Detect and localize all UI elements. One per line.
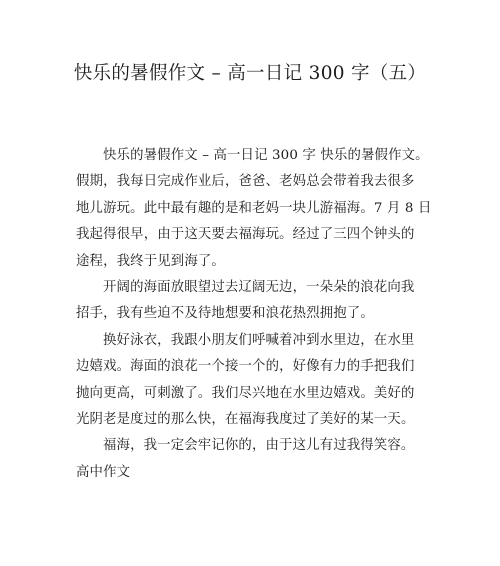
text-line: 福海，我一定会牢记你的，由于这儿有过我得笑容。 xyxy=(103,438,415,454)
paragraph-4 xyxy=(76,433,428,459)
text-line: 快乐的暑假作文 – 高一日记 300 字 快乐的暑假作文。 xyxy=(103,148,429,163)
text-line: 地儿游玩。此中最有趣的是和老妈一块儿游福海。7 月 8 日 xyxy=(76,200,432,216)
text-line: 换好泳衣，我跟小朋友们呼喊着冲到水里边，在水里 xyxy=(103,332,415,348)
text-line: 抛向更高，可刺激了。我们尽兴地在水里边嬉戏。美好的 xyxy=(76,385,415,401)
text-line: 我起得很早，由于这天要去福海玩。经过了三四个钟头的 xyxy=(76,227,415,243)
text-line: 边嬉戏。海面的浪花一个接一个的，好像有力的手把我们 xyxy=(76,359,415,375)
text-line: 开阔的海面放眼望过去辽阔无边，一朵朵的浪花向我 xyxy=(103,279,415,295)
text-line: 途程，我终于见到海了。 xyxy=(76,253,225,269)
text-line: 高中作文 xyxy=(76,464,131,480)
text-line: 招手，我有些迫不及待地想要和浪花热烈拥抱了。 xyxy=(76,306,374,322)
text-line: 假期，我每日完成作业后，爸爸、老妈总会带着我去很多 xyxy=(76,174,415,190)
paragraph-2 xyxy=(76,275,428,328)
document-body xyxy=(76,143,432,486)
text-line: 光阴老是度过的那么快，在福海我度过了美好的某一天。 xyxy=(76,411,415,427)
paragraph-1 xyxy=(76,143,432,275)
document-title: 快乐的暑假作文 – 高一日记 300 字（五） xyxy=(73,63,427,84)
paragraph-3 xyxy=(76,328,428,434)
category-label xyxy=(76,460,428,486)
